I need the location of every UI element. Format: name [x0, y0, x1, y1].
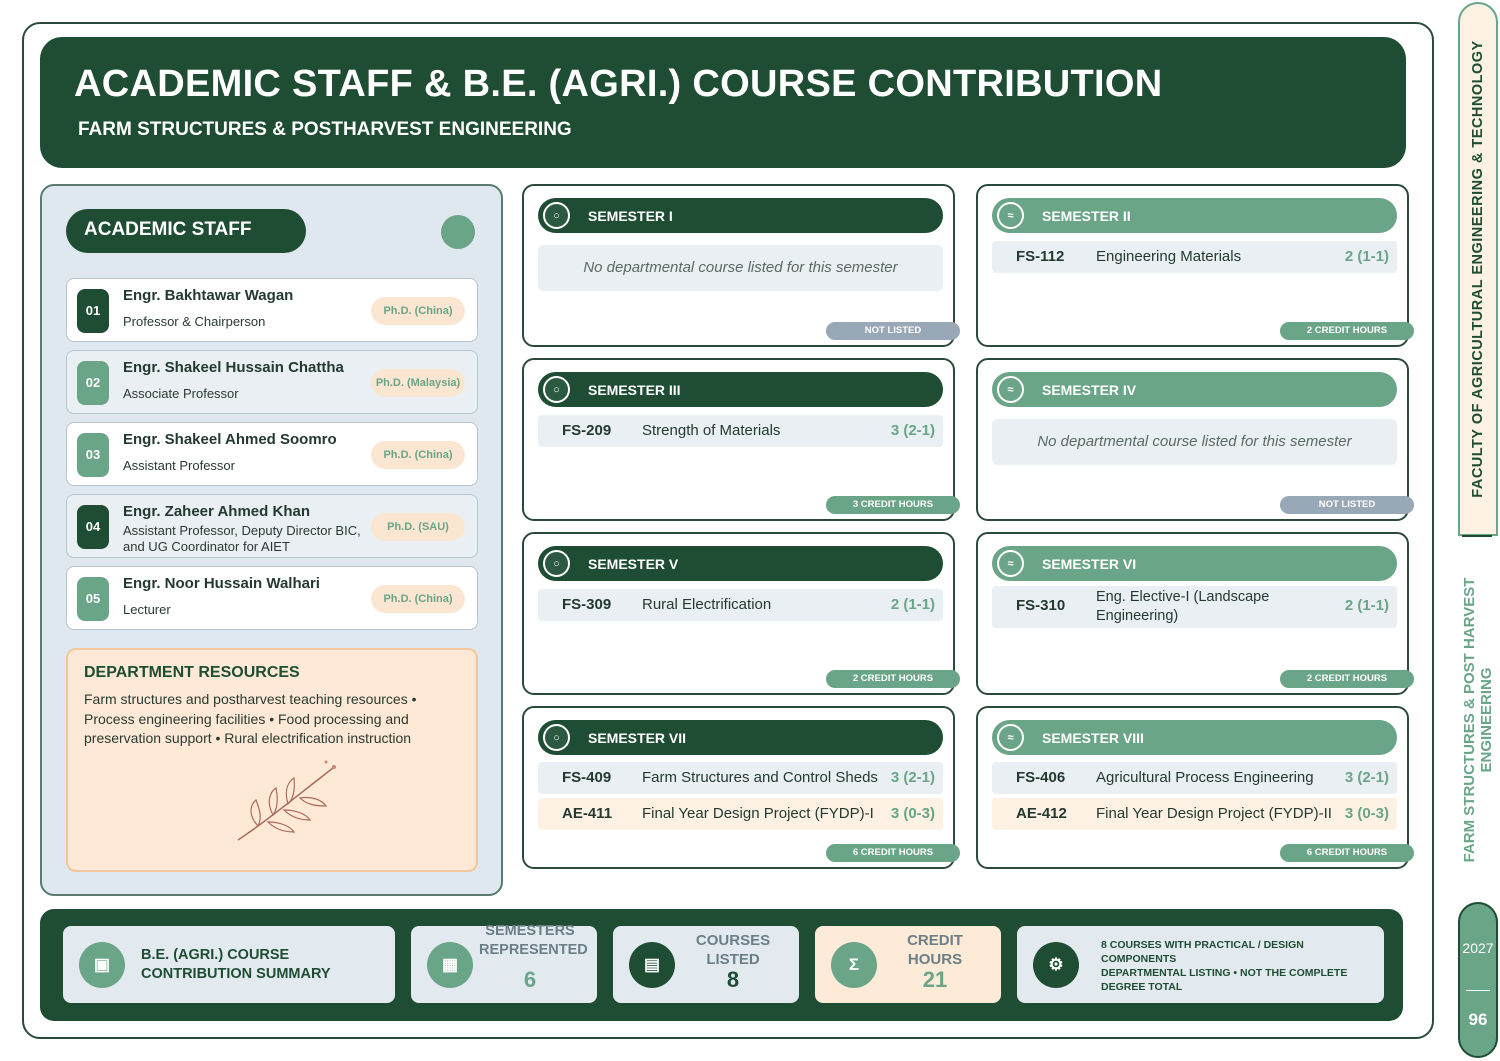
summary-title-line: CONTRIBUTION SUMMARY: [141, 966, 331, 982]
summary-title: [141, 946, 331, 984]
degree-badge: Ph.D. (Malaysia): [371, 369, 465, 397]
sigma-icon: Σ: [831, 942, 877, 988]
department-resources: [66, 648, 478, 872]
note-line: DEPARTMENTAL LISTING • NOT THE COMPLETE DEGREE TOTAL: [1101, 967, 1348, 993]
semester-card: [522, 706, 955, 869]
semester-card: [976, 532, 1409, 695]
stat-label: SEMESTERS REPRESENTED: [479, 923, 588, 958]
credit-badge: 2 CREDIT HOURS: [1280, 322, 1414, 340]
staff-member: [66, 566, 478, 630]
wave-icon: ≈: [997, 724, 1024, 751]
course-code: AE-411: [562, 805, 613, 822]
semester-header: [992, 546, 1397, 581]
member-number: 03: [77, 433, 109, 477]
course-credit: 2 (1-1): [1344, 597, 1389, 614]
course-credit: 3 (2-1): [890, 769, 935, 786]
staff-member: [66, 278, 478, 342]
course-credit: 2 (1-1): [890, 596, 935, 613]
course-title: Final Year Design Project (FYDP)-II: [1096, 805, 1332, 822]
course-row: [992, 762, 1397, 794]
leaf-sprig-icon: [228, 760, 348, 850]
semester-icon: ○: [543, 202, 570, 229]
semester-name: SEMESTER IV: [1042, 382, 1137, 398]
course-code: FS-310: [1016, 597, 1066, 614]
member-role: Professor & Chairperson: [123, 314, 266, 329]
semester-name: SEMESTER I: [588, 208, 673, 224]
course-row: [992, 241, 1397, 273]
course-title: Strength of Materials: [642, 422, 781, 439]
degree-badge: Ph.D. (China): [371, 585, 465, 613]
page-header: [40, 37, 1406, 168]
summary-title-box: [63, 926, 395, 1003]
member-name: Engr. Zaheer Ahmed Khan: [123, 503, 310, 520]
semester-card: [976, 358, 1409, 521]
empty-note: No departmental course listed for this semester: [538, 245, 943, 291]
member-role: Assistant Professor, Deputy Director BIC, and UG Coordinator for AIET: [123, 523, 361, 554]
empty-note: No departmental course listed for this semester: [992, 419, 1397, 465]
semester-name: SEMESTER VI: [1042, 556, 1137, 572]
degree-badge: Ph.D. (China): [371, 297, 465, 325]
stat-value: 21: [922, 967, 948, 992]
course-title: Eng. Elective-I (Landscape Engineering): [1096, 589, 1270, 624]
staff-member: [66, 350, 478, 414]
degree-badge: Ph.D. (China): [371, 441, 465, 469]
course-credit: 3 (0-3): [890, 805, 935, 822]
member-number: 02: [77, 361, 109, 405]
resources-text: Farm structures and postharvest teaching resources • Process engineering facilities • Food processing and preservation support • Rural electrification instruction: [84, 691, 417, 746]
semester-header: [992, 198, 1397, 233]
course-credit: 3 (2-1): [1344, 769, 1389, 786]
page-marker: [1458, 902, 1498, 1058]
stat-value: 6: [523, 967, 537, 992]
stat-value: 8: [726, 967, 740, 992]
member-name: Engr. Shakeel Ahmed Soomro: [123, 431, 337, 448]
credit-badge: 6 CREDIT HOURS: [1280, 844, 1414, 862]
degree-badge: Ph.D. (SAU): [371, 513, 465, 541]
member-name: Engr. Noor Hussain Walhari: [123, 575, 320, 592]
credit-badge: 6 CREDIT HOURS: [826, 844, 960, 862]
semester-header: [538, 546, 943, 581]
credit-badge: 2 CREDIT HOURS: [1280, 670, 1414, 688]
course-title: Engineering Materials: [1096, 248, 1242, 265]
courses-stat: [613, 926, 799, 1003]
page-subtitle: FARM STRUCTURES & POSTHARVEST ENGINEERING: [78, 119, 572, 140]
semester-card: [522, 532, 955, 695]
semester-header: [992, 372, 1397, 407]
department-side-label: [1458, 540, 1498, 900]
semesters-stat: [411, 923, 597, 1003]
summary-title-line: B.E. (AGRI.) COURSE: [141, 947, 290, 963]
semester-icon: ○: [543, 724, 570, 751]
faculty-side-tab: [1458, 2, 1498, 536]
semester-header: [538, 372, 943, 407]
list-icon: ▤: [629, 942, 675, 988]
semester-card: [522, 184, 955, 347]
member-name: Engr. Shakeel Hussain Chattha: [123, 359, 344, 376]
course-row: [992, 586, 1397, 628]
semester-card: [522, 358, 955, 521]
course-code: FS-406: [1016, 769, 1066, 786]
staff-member: [66, 422, 478, 486]
course-code: AE-412: [1016, 805, 1067, 822]
square-icon: ▣: [79, 942, 125, 988]
credit-badge: 2 CREDIT HOURS: [826, 670, 960, 688]
stat-label: COURSES LISTED: [695, 932, 771, 968]
course-code: FS-309: [562, 596, 612, 613]
member-role: Lecturer: [123, 602, 171, 617]
page-title: ACADEMIC STAFF & B.E. (AGRI.) COURSE CONTRIBUTION: [74, 63, 1163, 105]
member-number: 05: [77, 577, 109, 621]
credit-badge: 3 CREDIT HOURS: [826, 496, 960, 514]
credit-badge: NOT LISTED: [826, 322, 960, 340]
staff-member: [66, 494, 478, 558]
semester-name: SEMESTER III: [588, 382, 681, 398]
course-code: FS-409: [562, 769, 612, 786]
semester-name: SEMESTER II: [1042, 208, 1131, 224]
wave-icon: ≈: [997, 376, 1024, 403]
semester-icon: ○: [543, 376, 570, 403]
divider: [1466, 990, 1490, 991]
semester-icon: ○: [543, 550, 570, 577]
summary-note-box: [1017, 926, 1384, 1003]
semester-name: SEMESTER V: [588, 556, 679, 572]
semester-card: [976, 184, 1409, 347]
course-row: [538, 762, 943, 794]
course-row: [538, 798, 943, 830]
course-row: [538, 415, 943, 447]
course-row: [538, 589, 943, 621]
semester-name: SEMESTER VII: [588, 730, 687, 746]
summary-bar: [40, 909, 1403, 1021]
divider: [1462, 535, 1492, 537]
grid-icon: ▦: [427, 942, 473, 988]
summary-note: [1101, 938, 1371, 994]
year: 2027: [1462, 940, 1494, 956]
course-credit: 3 (0-3): [1344, 805, 1389, 822]
course-row: [992, 798, 1397, 830]
page-number: 96: [1468, 1010, 1488, 1029]
member-role: Associate Professor: [123, 386, 239, 401]
member-name: Engr. Bakhtawar Wagan: [123, 287, 294, 304]
semester-header: [538, 198, 943, 233]
course-title: Agricultural Process Engineering: [1096, 769, 1314, 786]
member-role: Assistant Professor: [123, 458, 235, 473]
member-number: 01: [77, 289, 109, 333]
wave-icon: ≈: [997, 202, 1024, 229]
department-name: FARM STRUCTURES & POST HARVEST ENGINEERING: [1461, 577, 1495, 863]
staff-title: ACADEMIC STAFF: [66, 209, 306, 253]
course-title: Final Year Design Project (FYDP)-I: [642, 805, 874, 822]
course-title: Farm Structures and Control Sheds: [642, 769, 878, 786]
semester-header: [992, 720, 1397, 755]
semester-header: [538, 720, 943, 755]
course-code: FS-112: [1016, 248, 1065, 265]
stat-label: CREDIT HOURS: [907, 932, 963, 968]
course-code: FS-209: [562, 422, 612, 439]
resources-title: DEPARTMENT RESOURCES: [84, 664, 300, 681]
course-credit: 2 (1-1): [1344, 248, 1389, 265]
dot-icon: [441, 215, 475, 249]
gear-icon: ⚙: [1033, 942, 1079, 988]
semester-card: [976, 706, 1409, 869]
course-title: Rural Electrification: [642, 596, 772, 613]
member-number: 04: [77, 505, 109, 549]
semester-name: SEMESTER VIII: [1042, 730, 1144, 746]
wave-icon: ≈: [997, 550, 1024, 577]
credit-hours-stat: [815, 926, 1001, 1003]
academic-staff-panel: [40, 184, 503, 896]
course-credit: 3 (2-1): [890, 422, 935, 439]
credit-badge: NOT LISTED: [1280, 496, 1414, 514]
note-line: 8 COURSES WITH PRACTICAL / DESIGN COMPONENTS: [1101, 939, 1304, 965]
faculty-name: FACULTY OF AGRICULTURAL ENGINEERING & TECHNOLOGY: [1470, 40, 1486, 498]
